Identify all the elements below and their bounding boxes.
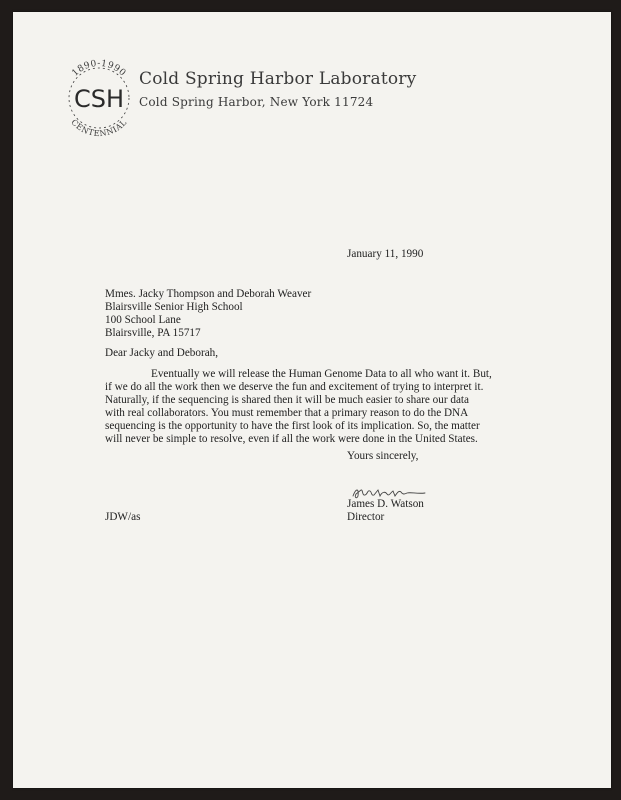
signer-title: Director [347,511,385,523]
closing: Yours sincerely, [347,450,419,462]
svg-text:1890-1990 [70,59,127,79]
salutation: Dear Jacky and Deborah, [105,347,219,359]
body-line: Naturally, if the sequencing is shared then it will be much easier to share our data [105,394,469,406]
body-line: if we do all the work then we deserve the fun and excitement of trying to interpret it. [105,381,484,393]
letter-page [13,12,611,788]
recipient-address [105,288,311,340]
recipient-line: 100 School Lane [105,314,181,326]
logo-monogram: CSH [73,85,125,113]
csh-centennial-logo [53,52,145,144]
letterhead-name: Cold Spring Harbor Laboratory [139,69,417,89]
signer-name: James D. Watson [347,498,424,510]
body-line: with real collaborators. You must remember that a primary reason to do the DNA [105,407,469,419]
letter-date: January 11, 1990 [347,248,424,260]
typist-initials: JDW/as [105,511,141,523]
recipient-line: Blairsville Senior High School [105,301,243,313]
logo-centennial: CENTENNIAL [69,117,129,139]
body-line: Eventually we will release the Human Genome Data to all who want it. But, [151,368,492,380]
svg-text:CENTENNIAL [69,118,128,138]
letterhead-address: Cold Spring Harbor, New York 11724 [139,95,374,109]
logo-years: 1890-1990 [70,58,128,79]
recipient-line: Blairsville, PA 15717 [105,327,201,339]
body-line: sequencing is the opportunity to have the first look of its implication. So, the matter [105,420,480,432]
letter-body [105,368,535,446]
recipient-line: Mmes. Jacky Thompson and Deborah Weaver [105,288,312,300]
body-line: will never be simple to resolve, even if all the work were done in the United States. [105,433,478,445]
